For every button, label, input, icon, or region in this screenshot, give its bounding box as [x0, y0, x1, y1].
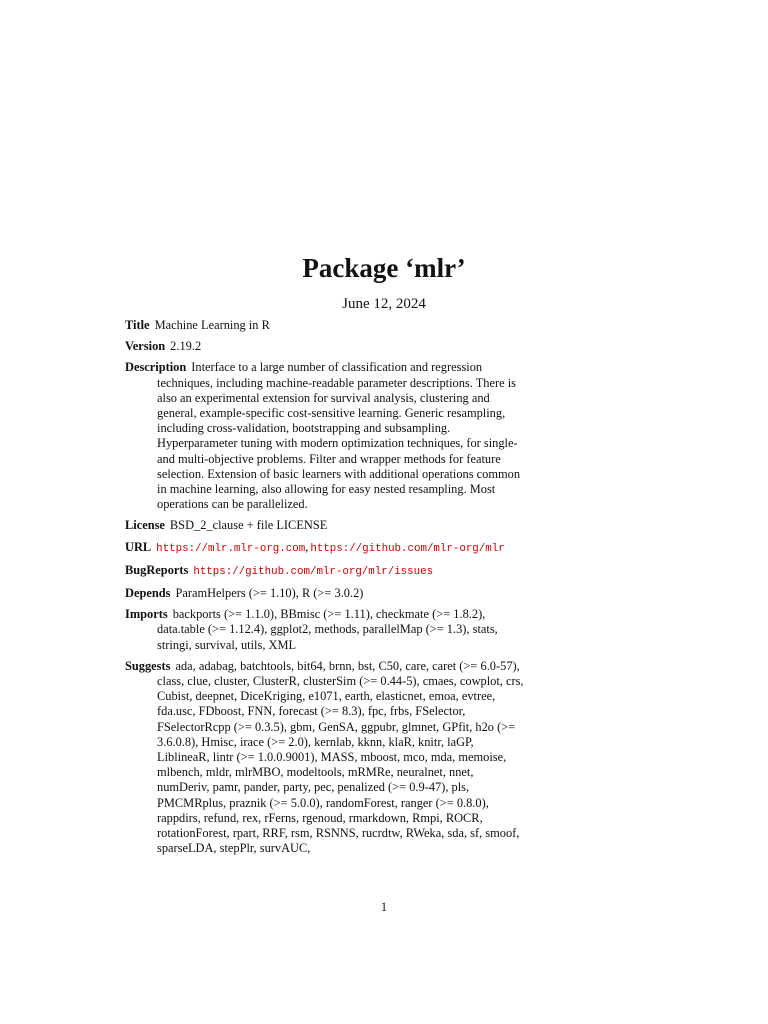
field-label: Imports: [125, 607, 168, 622]
field-url: [125, 540, 525, 557]
field-bugreports: [125, 563, 525, 580]
field-imports: [125, 607, 525, 653]
package-fields: [125, 318, 525, 863]
field-label: Description: [125, 360, 187, 375]
url-link[interactable]: https://github.com/mlr-org/mlr: [310, 542, 505, 555]
field-suggests: [125, 659, 525, 857]
field-label: URL: [125, 539, 152, 554]
field-value: Machine Learning in R: [154, 318, 270, 332]
field-label: License: [125, 518, 165, 533]
field-value: 2.19.2: [170, 339, 202, 354]
url-separator: ,: [305, 539, 309, 554]
field-label: Suggests: [125, 658, 171, 673]
publication-date: June 12, 2024: [342, 296, 426, 312]
field-value: BSD_2_clause + file LICENSE: [169, 518, 328, 533]
page-number: 1: [380, 900, 388, 914]
field-title: [125, 318, 525, 333]
field-version: [125, 339, 525, 354]
field-label: Version: [125, 339, 166, 354]
field-label: BugReports: [125, 562, 189, 577]
bugreports-link[interactable]: https://github.com/mlr-org/mlr/issues: [193, 565, 434, 578]
field-value: Interface to a large number of classification and regression techniques, including machine-readable parameter descriptions. There is also an experimental extension for survival analysis, clustering and general, example-specific cost-sensitive learning. Generic resampling, including cross-validation, bootstrapping and subsampling. Hyperparameter tuning with modern optimization techniques, for single- and multi-objective problems. Filter and wrapper methods for feature selection. Extension of basic learners with additional operations common in machine learning, also allowing for easy nested resampling. Most operations can be parallelized.: [157, 360, 521, 512]
field-label: Title: [125, 318, 150, 332]
field-value: backports (>= 1.1.0), BBmisc (>= 1.11), checkmate (>= 1.8.2), data.table (>= 1.12.4), ggplot2, methods, parallelMap (>= 1.3), stats, stringi, survival, utils, XML: [157, 607, 498, 652]
url-link[interactable]: https://mlr.mlr-org.com: [156, 542, 306, 555]
field-label: Depends: [125, 586, 171, 601]
field-depends: [125, 586, 525, 601]
field-description: [125, 360, 525, 512]
field-value: ada, adabag, batchtools, bit64, brnn, bst, C50, care, caret (>= 6.0-57), class, clue, cluster, ClusterR, clusterSim (>= 0.44-5), cmaes, cowplot, crs, Cubist, deepnet, DiceKriging, e1071, earth, elasticnet, emoa, evtree, fda.usc, FDboost, FNN, forecast (>= 8.3), fpc, frbs, FSelector, FSelectorRcpp (>= 0.3.5), gbm, GenSA, ggpubr, glmnet, GPfit, h2o (>= 3.6.0.8), Hmisc, irace (>= 2.0), kernlab, kknn, klaR, knitr, laGP, LiblineaR, lintr (>= 1.0.0.9001), MASS, mboost, mco, mda, memoise, mlbench, mldr, mlrMBO, modeltools, mRMRe, neuralnet, nnet, numDeriv, pamr, pander, party, pec, penalized (>= 0.9-47), pls, PMCMRplus, praznik (>= 5.0.0), randomForest, ranger (>= 0.8.0), rappdirs, refund, rex, rFerns, rgenoud, rmarkdown, Rmpi, ROCR, rotationForest, rpart, RRF, rsm, RSNNS, rucrdtw, RWeka, sda, sf, smoof, sparseLDA, stepPlr, survAUC,: [157, 658, 524, 856]
field-license: [125, 518, 525, 533]
page-title: Package ‘mlr’: [302, 253, 466, 283]
field-value: ParamHelpers (>= 1.10), R (>= 3.0.2): [175, 586, 364, 601]
